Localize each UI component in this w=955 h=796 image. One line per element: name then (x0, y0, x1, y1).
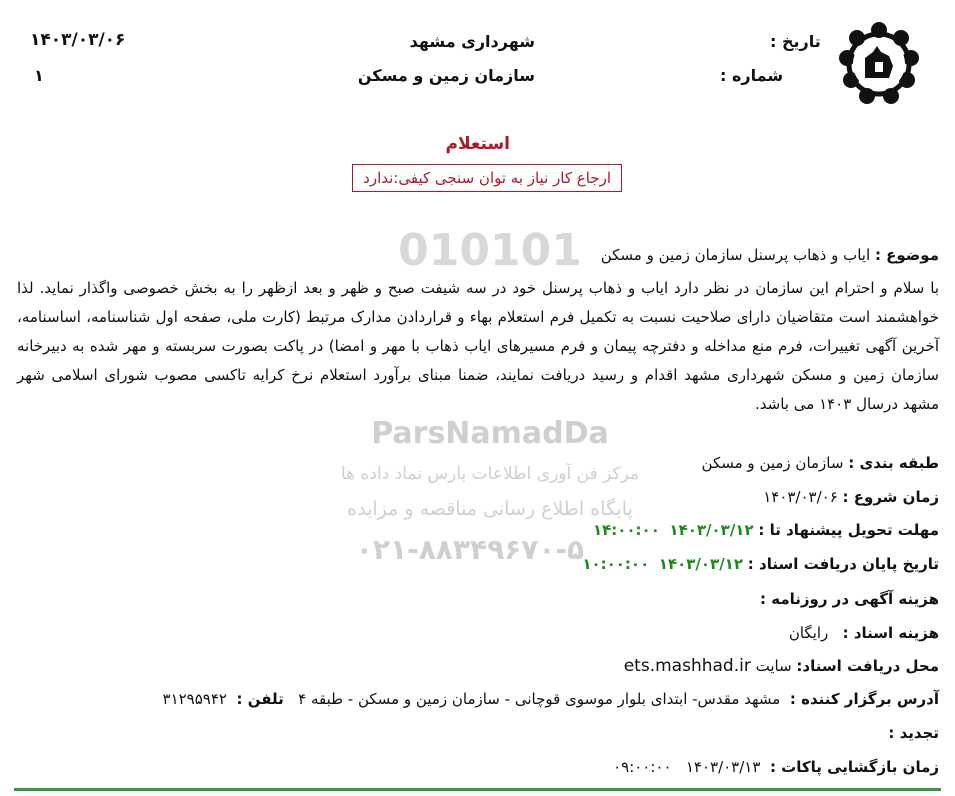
renewal-label: تجدید : (888, 724, 939, 742)
municipality-logo (831, 22, 927, 106)
start-label: زمان شروع : (842, 488, 939, 506)
opening-label: زمان بازگشایی پاکات : (769, 758, 939, 776)
page-title: استعلام (445, 134, 510, 154)
phone-label: تلفن : (236, 690, 284, 708)
doc-deadline-date: ۱۴۰۳/۰۳/۱۲ (658, 555, 743, 573)
doc-deadline-time: ۱۰:۰۰:۰۰ (582, 555, 650, 573)
number-value: ۱ (34, 66, 44, 85)
bottom-rule (14, 788, 941, 791)
address-label: آدرس برگزار کننده : (789, 690, 939, 708)
number-label: شماره : (720, 66, 784, 85)
quality-assessment-note: ارجاع کار نیاز به توان سنجی کیفی:ندارد (352, 164, 622, 192)
address-value: مشهد مقدس- ابتدای بلوار موسوی قوچانی - سازمان زمین و مسکن - طبقه ۴ (298, 690, 781, 708)
opening-time: ۰۹:۰۰:۰۰ (613, 758, 672, 776)
start-value: ۱۴۰۳/۰۳/۰۶ (763, 488, 838, 506)
subject-label: موضوع : (874, 246, 939, 264)
date-value: ۱۴۰۳/۰۳/۰۶ (30, 30, 126, 50)
ad-cost-row (760, 590, 939, 608)
renewal-row (888, 724, 939, 742)
address-row (163, 690, 939, 708)
category-row (702, 454, 939, 472)
category-label: طبقه بندی : (848, 454, 939, 472)
bid-deadline-time: ۱۴:۰۰:۰۰ (592, 521, 660, 539)
opening-date: ۱۴۰۳/۰۳/۱۳ (685, 758, 761, 776)
category-value: سازمان زمین و مسکن (701, 454, 844, 472)
org-name-land-housing: سازمان زمین و مسکن (357, 66, 535, 85)
watermark-phone: ۰۲۱-۸۸۳۴۹۶۷۰-۵ (355, 533, 585, 566)
phone-value: ۳۱۲۹۵۹۴۲ (162, 690, 227, 708)
watermark-line2: مرکز فن آوری اطلاعات پارس نماد داده ها (340, 464, 640, 484)
bid-deadline-date: ۱۴۰۳/۰۳/۱۲ (669, 521, 754, 539)
bid-deadline-row (593, 521, 939, 539)
start-row (763, 488, 939, 506)
doc-place-label: محل دریافت اسناد: (796, 657, 939, 675)
date-label: تاریخ : (770, 32, 821, 51)
doc-cost-row (789, 624, 939, 642)
doc-cost-label: هزینه اسناد : (842, 624, 939, 642)
subject-value: ایاب و ذهاب پرسنل سازمان زمین و مسکن (600, 246, 871, 264)
watermark-brand: ParsNamadDa (371, 416, 609, 451)
ad-cost-label: هزینه آگهی در روزنامه : (760, 590, 939, 608)
doc-deadline-row (582, 555, 939, 573)
opening-row (613, 758, 939, 776)
watermark-digits: 010101 (398, 225, 582, 276)
bid-deadline-label: مهلت تحویل پیشنهاد تا : (758, 521, 939, 539)
watermark-line3: پایگاه اطلاع رسانی مناقصه و مزایده (347, 498, 633, 520)
subject-line (601, 246, 939, 264)
doc-place-site-link[interactable]: ets.mashhad.ir (623, 656, 751, 676)
doc-deadline-label: تاریخ پایان دریافت اسناد : (747, 555, 939, 573)
doc-place-row (624, 656, 939, 676)
doc-place-prefix: سایت (755, 657, 792, 675)
doc-cost-value: رایگان (788, 624, 829, 642)
org-name-municipality: شهرداری مشهد (409, 32, 535, 51)
body-paragraph: با سلام و احترام این سازمان در نظر دارد ایاب و ذهاب پرسنل خود در سه شیفت صبح و ظهر و بعد ازظهر را به بخش خصوصی واگذار نماید. لذا خواهشمند است متقاضیان دارای صلاحیت نسبت به تکمیل فرم استعلام بهاء و قراردادن مدارک مرتبط (کارت ملی، صفحه اول شناسنامه، اساسنامه، آخرین آگهی تغییرات، فرم منع مداخله و دفترچه پیمان و فرم مسیرهای ایاب ذهاب با مهر و امضا) در پاکت بصورت سربسته و مهر شده به دبیرخانه سازمان زمین و مسکن شهرداری مشهد اقدام و رسید دریافت نمایند، ضمنا مبنای برآورد استعلام نرخ کرایه تاکسی مصوب شورای اسلامی شهر مشهد درسال ۱۴۰۳ می باشد. (17, 279, 939, 413)
